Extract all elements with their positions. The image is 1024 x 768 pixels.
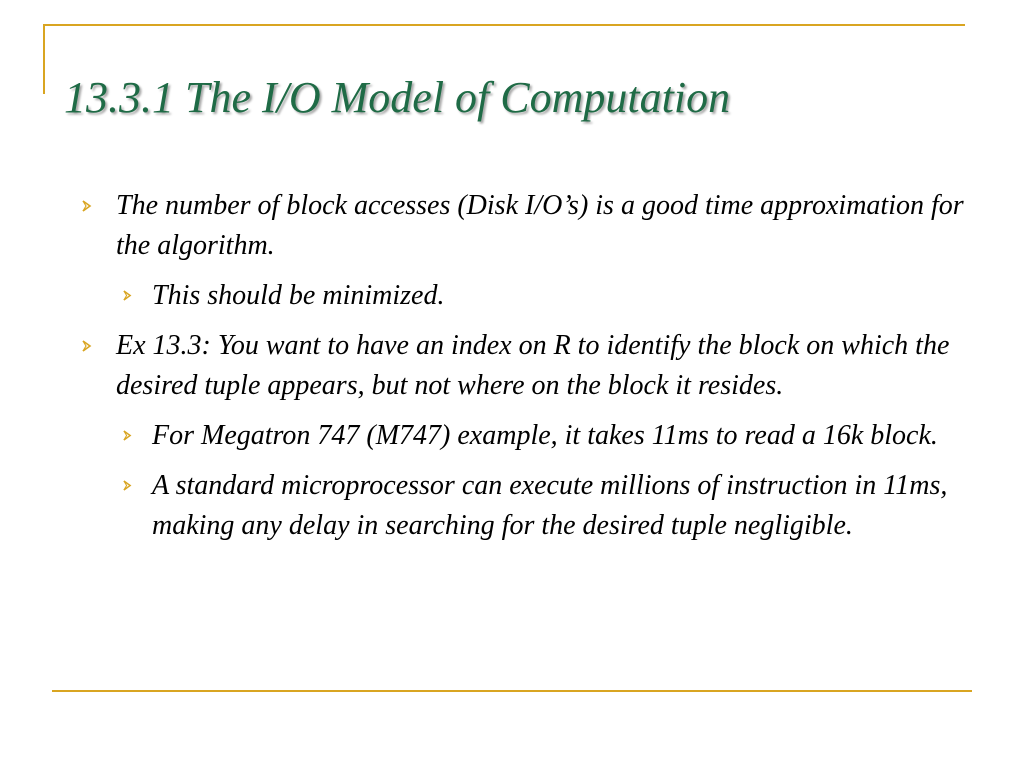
sub-bullet-text: This should be minimized. — [152, 280, 445, 311]
sub-bullet-item — [80, 416, 985, 456]
bullet-item — [80, 186, 985, 266]
sub-bullet-text: A standard microprocessor can execute millions of instruction in 11ms, making any delay in searching for the desired tuple negligible. — [152, 470, 948, 541]
bullet-list — [80, 186, 985, 556]
frame-bottom-line — [52, 690, 972, 692]
sub-bullet-text: For Megatron 747 (M747) example, it takes 11ms to read a 16k block. — [152, 420, 938, 451]
bullet-text: Ex 13.3: You want to have an index on R to identify the block on which the desired tuple appears, but not where on the block it resides. — [116, 330, 950, 401]
chevron-arrow-right-icon — [82, 340, 92, 352]
bullet-text: The number of block accesses (Disk I/O’s) is a good time approximation for the algorithm. — [116, 190, 964, 261]
chevron-arrow-right-icon — [123, 430, 132, 441]
bullet-item — [80, 326, 985, 406]
slide-title: 13.3.1 The I/O Model of Computation — [64, 73, 731, 122]
chevron-arrow-right-icon — [82, 200, 92, 212]
chevron-arrow-right-icon — [123, 290, 132, 301]
sub-bullet-item — [80, 466, 985, 546]
frame-top-line — [43, 24, 965, 26]
frame-left-line — [43, 24, 45, 94]
chevron-arrow-right-icon — [123, 480, 132, 491]
sub-bullet-item — [80, 276, 985, 316]
